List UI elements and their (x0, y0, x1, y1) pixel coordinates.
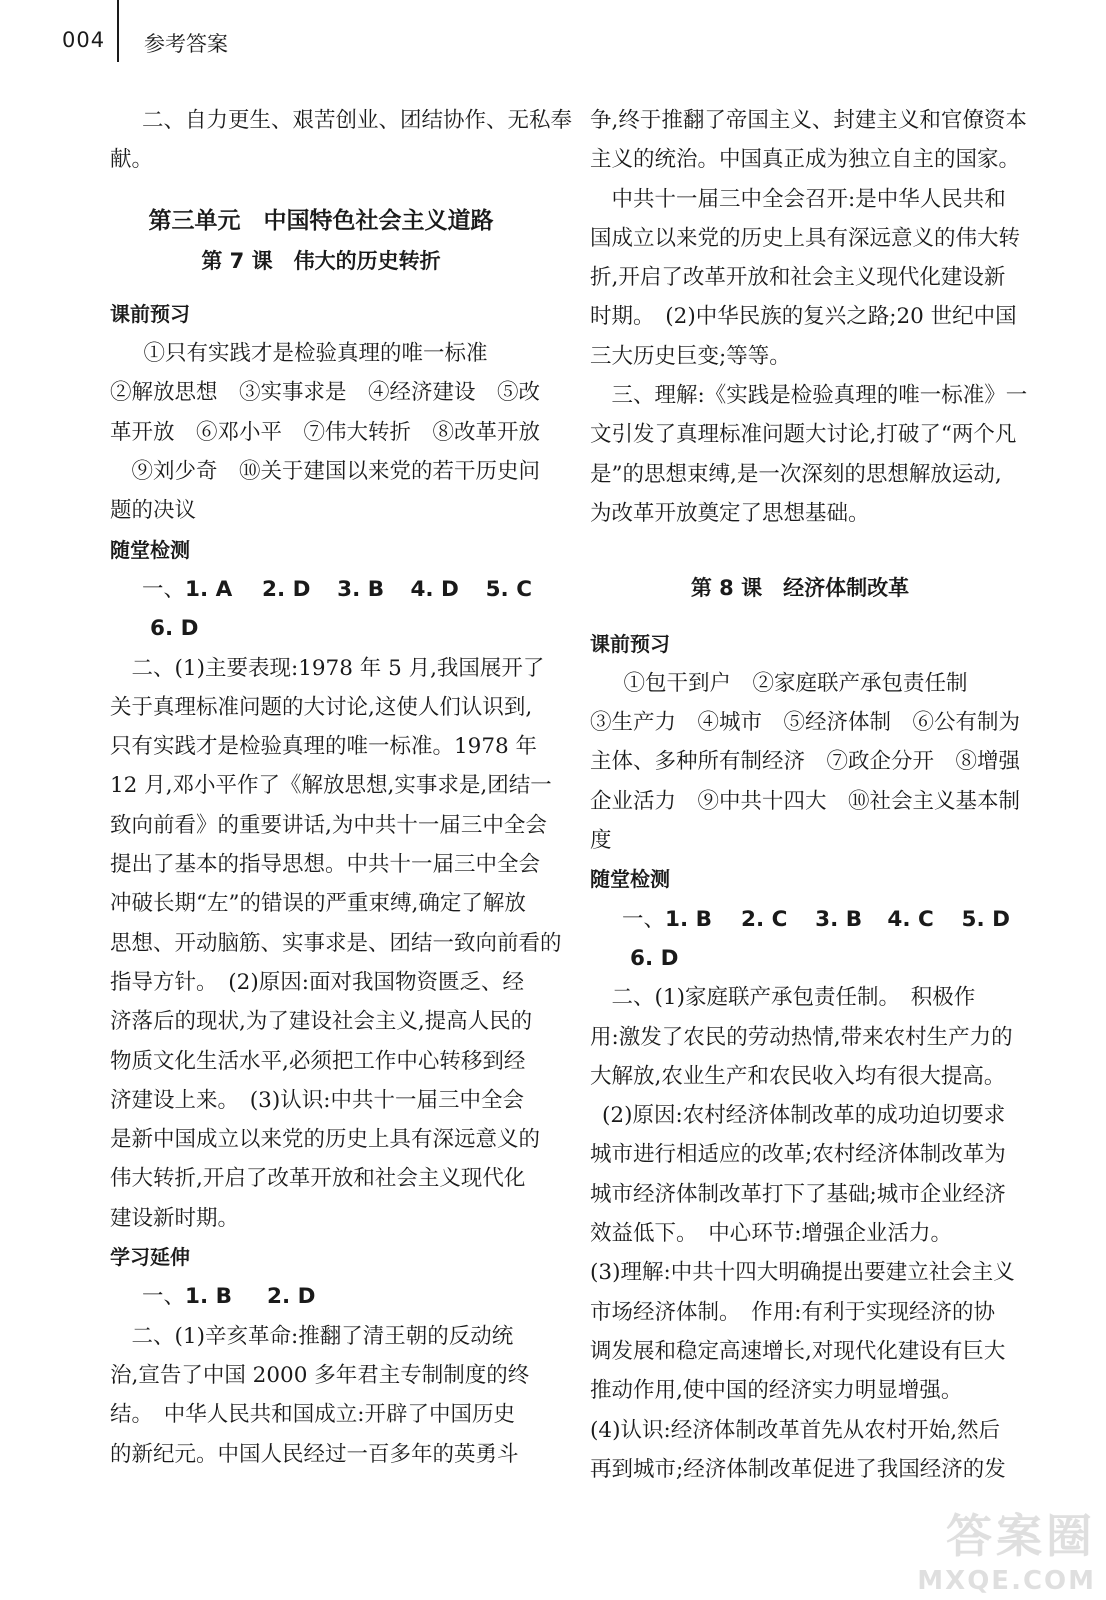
answer-line: 只有实践才是检验真理的唯一标准。1978 年 (110, 734, 538, 760)
answer-line: 治,宣告了中国 2000 多年君主专制制度的终 (110, 1362, 530, 1388)
pre-study-line: 革开放 ⑥邓小平 ⑦伟大转折 ⑧改革开放 (110, 419, 541, 445)
answer-line: 用:激发了农民的劳动热情,带来农村生产力的 (590, 1024, 1013, 1050)
mc-answer: 1. B (185, 1284, 233, 1310)
answer-line: 大解放,农业生产和农民收入均有很大提高。 (590, 1063, 1006, 1089)
watermark-logo (836, 1500, 1096, 1596)
answer-line: 关于真理标准问题的大讨论,这使人们认识到, (110, 694, 533, 720)
mc-prefix: 一、 (142, 1284, 186, 1310)
answer-line: 济落后的现状,为了建设社会主义,提高人民的 (110, 1009, 533, 1035)
mc-answer: 2. D (267, 1284, 316, 1310)
answer-line: (3)理解:中共十四大明确提出要建立社会主义 (590, 1260, 1015, 1286)
mc-answer: 6. D (150, 616, 199, 642)
pre-study-line: ⑨刘少奇 ⑩关于建国以来党的若干历史问 (110, 459, 541, 485)
class-test-heading: 随堂检测 (590, 867, 670, 892)
pre-study-line: 度 (590, 828, 612, 854)
answer-line: 结。 中华人民共和国成立:开辟了中国历史 (110, 1402, 515, 1428)
pre-study-line: ①包干到户 ②家庭联产承包责任制 (602, 670, 968, 696)
pre-study-line: ②解放思想 ③实事求是 ④经济建设 ⑤改 (110, 380, 541, 406)
answer-line: 二、(1)家庭联产承包责任制。 积极作 (590, 985, 976, 1011)
answer-line: 二、(1)主要表现:1978 年 5 月,我国展开了 (110, 655, 545, 681)
answer-line: 国成立以来党的历史上具有深远意义的伟大转 (590, 225, 1021, 251)
mc-answer: 4. D (410, 576, 459, 602)
mc-answer: 1. A (185, 576, 233, 602)
answer-line: 三大历史巨变;等等。 (590, 343, 791, 369)
mc-prefix: 一、 (622, 906, 666, 932)
header-title: 参考答案 (144, 32, 228, 56)
lesson-8-title: 第 8 课 经济体制改革 (690, 576, 910, 601)
mc-answer: 5. C (485, 576, 532, 602)
answer-line: 二、(1)辛亥革命:推翻了清王朝的反动统 (110, 1323, 514, 1349)
answer-line: 致向前看》的重要讲话,为中共十一届三中全会 (110, 812, 547, 838)
lesson-7-title: 第 7 课 伟大的历史转折 (201, 248, 441, 273)
left-column (110, 101, 573, 1474)
answer-line: 12 月,邓小平作了《解放思想,实事求是,团结一 (110, 773, 552, 799)
answer-line: 伟大转折,开启了改革开放和社会主义现代化 (110, 1166, 526, 1192)
answer-line: 调发展和稳定高速增长,对现代化建设有巨大 (590, 1338, 1006, 1364)
mc-answer-row (590, 900, 1010, 939)
mc-answer: 3. B (815, 906, 863, 932)
mc-answer: 3. B (337, 576, 385, 602)
mc-prefix: 一、 (142, 576, 186, 602)
mc-answer: 2. C (741, 906, 788, 932)
page-header (0, 0, 1106, 80)
pre-study-heading: 课前预习 (590, 631, 670, 656)
pre-study-heading: 课前预习 (110, 301, 190, 326)
pre-study-line: ①只有实践才是检验真理的唯一标准 (122, 341, 488, 367)
answer-line: 冲破长期“左”的错误的严重束缚,确定了解放 (110, 891, 526, 917)
answer-line: 效益低下。 中心环节:增强企业活力。 (590, 1221, 952, 1247)
answer-line: (2)原因:农村经济体制改革的成功迫切要求 (602, 1103, 1006, 1129)
watermark-bottom: MXQE.COM (917, 1566, 1096, 1596)
answer-line: 物质文化生活水平,必须把工作中心转移到经 (110, 1048, 526, 1074)
answer-line: 城市经济体制改革打下了基础;城市企业经济 (590, 1181, 1006, 1207)
ext-mc-answer-row (110, 1277, 532, 1316)
answer-line: 建设新时期。 (110, 1205, 240, 1231)
answer-line: 指导方针。 (2)原因:面对我国物资匮乏、经 (110, 969, 524, 995)
extension-heading: 学习延伸 (110, 1245, 190, 1270)
answer-line: 是新中国成立以来党的历史上具有深远意义的 (110, 1127, 541, 1153)
mc-answer: 2. D (262, 576, 311, 602)
right-column (590, 101, 1028, 1489)
answer-line: (4)认识:经济体制改革首先从农村开始,然后 (590, 1417, 1001, 1443)
class-test-heading: 随堂检测 (110, 537, 190, 562)
answer-line: 文引发了真理标准问题大讨论,打破了“两个凡 (590, 422, 1017, 448)
answer-line: 济建设上来。 (3)认识:中共十一届三中全会 (110, 1087, 524, 1113)
mc-answer-row (110, 570, 532, 609)
pre-study-line: ③生产力 ④城市 ⑤经济体制 ⑥公有制为 (590, 710, 1021, 736)
answer-line: 推动作用,使中国的经济实力明显增强。 (590, 1378, 963, 1404)
answer-line: 为改革开放奠定了思想基础。 (590, 500, 870, 526)
mc-answer: 4. C (887, 906, 934, 932)
mc-answer: 1. B (665, 906, 713, 932)
answer-line: 争,终于推翻了帝国主义、封建主义和官僚资本 (590, 108, 1027, 133)
header-divider (117, 0, 119, 62)
answer-line: 三、理解:《实践是检验真理的唯一标准》一 (590, 383, 1028, 409)
unit-title: 第三单元 中国特色社会主义道路 (148, 207, 494, 234)
answer-line: 的新纪元。中国人民经过一百多年的英勇斗 (110, 1441, 519, 1467)
intro-line: 献。 (110, 147, 154, 173)
pre-study-line: 题的决议 (110, 498, 197, 524)
answer-line: 折,开启了改革开放和社会主义现代化建设新 (590, 265, 1006, 291)
mc-answer: 6. D (630, 945, 679, 971)
answer-line: 城市进行相适应的改革;农村经济体制改革为 (590, 1142, 1006, 1168)
pre-study-line: 主体、多种所有制经济 ⑦政企分开 ⑧增强 (590, 749, 1021, 775)
answer-line: 中共十一届三中全会召开:是中华人民共和 (590, 186, 1006, 212)
mc-answer: 5. D (961, 906, 1010, 932)
watermark-top: 答案圈 (946, 1509, 1096, 1563)
answer-line: 市场经济体制。 作用:有利于实现经济的协 (590, 1299, 995, 1325)
pre-study-line: 企业活力 ⑨中共十四大 ⑩社会主义基本制 (590, 788, 1021, 814)
answer-line: 主义的统治。中国真正成为独立自主的国家。 (590, 147, 1021, 173)
answer-line: 是”的思想束缚,是一次深刻的思想解放运动, (590, 461, 1002, 487)
page-number: 004 (62, 28, 106, 52)
intro-line: 二、自力更生、艰苦创业、团结协作、无私奉 (142, 108, 573, 133)
answer-line: 思想、开动脑筋、实事求是、团结一致向前看的 (110, 930, 562, 956)
answer-line: 时期。 (2)中华民族的复兴之路;20 世纪中国 (590, 304, 1017, 330)
answer-line: 提出了基本的指导思想。中共十一届三中全会 (110, 852, 541, 878)
answer-line: 再到城市;经济体制改革促进了我国经济的发 (590, 1456, 1006, 1482)
